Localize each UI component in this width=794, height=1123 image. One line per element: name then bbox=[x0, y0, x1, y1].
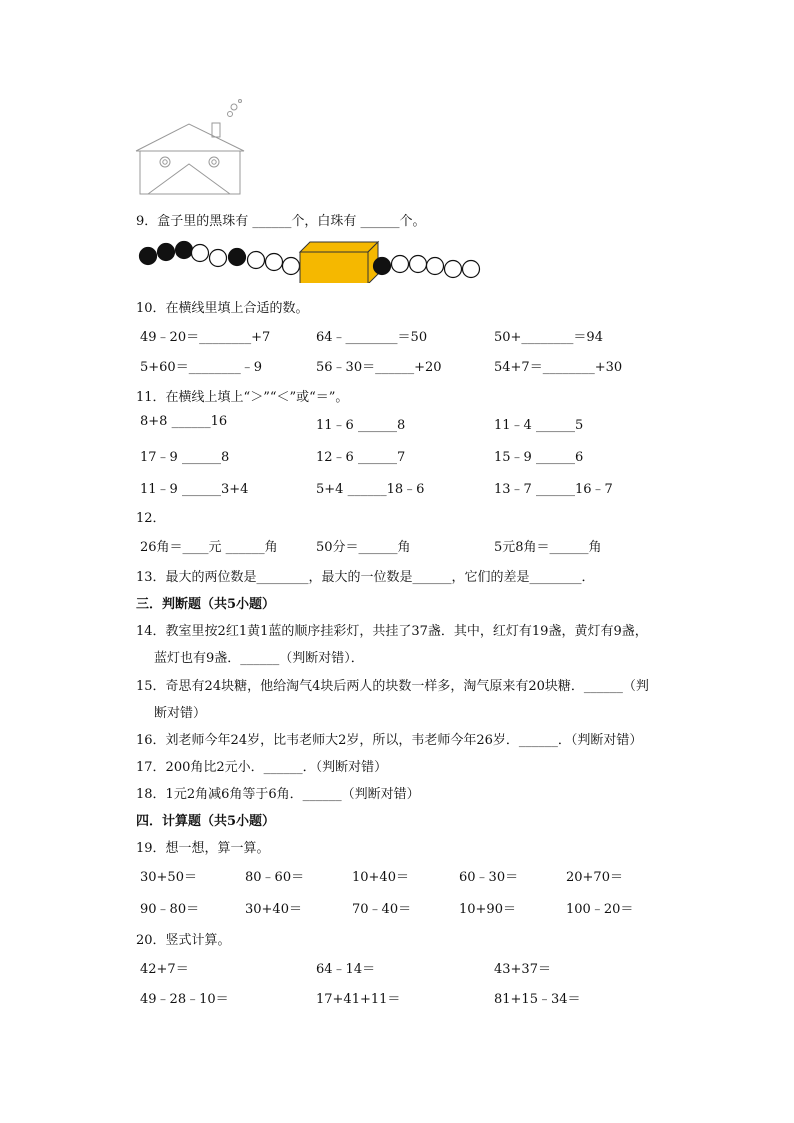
q20-item: 43+37＝ bbox=[494, 962, 551, 977]
q10-item: 5+60＝________﹣9 bbox=[140, 360, 262, 375]
q20-item: 17+41+11＝ bbox=[316, 992, 401, 1007]
black-bead bbox=[158, 244, 175, 261]
q19-item: 100﹣20＝ bbox=[566, 902, 634, 917]
white-bead bbox=[248, 252, 265, 269]
q19-item: 80﹣60＝ bbox=[245, 870, 305, 885]
q20-item: 49﹣28﹣10＝ bbox=[140, 992, 229, 1007]
q19-item: 30+40＝ bbox=[245, 902, 302, 917]
question-15-line2: 断对错） bbox=[154, 706, 207, 721]
q19-item: 20+70＝ bbox=[566, 870, 623, 885]
q19-item: 10+40＝ bbox=[352, 870, 409, 885]
q19-item: 90﹣80＝ bbox=[140, 902, 200, 917]
question-14-line1: 14．教室里按2红1黄1蓝的顺序挂彩灯，共挂了37盏．其中，红灯有19盏，黄灯有9盏， bbox=[136, 624, 648, 639]
question-10: 10．在横线里填上合适的数。 bbox=[136, 301, 309, 316]
question-17: 17．200角比2元小．______．（判断对错） bbox=[136, 760, 388, 775]
q19-item: 70﹣40＝ bbox=[352, 902, 412, 917]
q10-item: 56﹣30＝______+20 bbox=[316, 360, 442, 375]
question-19: 19．想一想，算一算。 bbox=[136, 841, 270, 856]
q11-item: 17﹣9 ______8 bbox=[140, 450, 230, 465]
q12-item: 26角＝____元 ______角 bbox=[140, 540, 278, 555]
q11-item: 11﹣4 ______5 bbox=[494, 418, 584, 433]
q20-item: 81+15﹣34＝ bbox=[494, 992, 581, 1007]
white-bead bbox=[410, 256, 427, 273]
question-13: 13．最大的两位数是________，最大的一位数是______，它们的差是________． bbox=[136, 570, 595, 585]
q10-item: 64﹣________＝50 bbox=[316, 330, 428, 345]
q19-item: 60﹣30＝ bbox=[459, 870, 519, 885]
q11-item: 13﹣7 ______16﹣7 bbox=[494, 482, 613, 497]
q10-item: 50+________＝94 bbox=[494, 330, 603, 345]
q11-item: 5+4 ______18﹣6 bbox=[316, 482, 425, 497]
white-bead bbox=[192, 245, 209, 262]
question-16: 16．刘老师今年24岁，比韦老师大2岁，所以，韦老师今年26岁．______．（判断对错） bbox=[136, 733, 643, 748]
white-bead bbox=[283, 258, 300, 275]
black-bead bbox=[176, 242, 193, 259]
beads-figure bbox=[136, 238, 486, 283]
question-12: 12． bbox=[136, 511, 166, 526]
q11-item: 8+8 ______16 bbox=[140, 414, 228, 429]
q11-item: 11﹣6 ______8 bbox=[316, 418, 406, 433]
yellow-box bbox=[300, 242, 378, 283]
white-bead bbox=[445, 261, 462, 278]
section-3-heading: 三．判断题（共5小题） bbox=[136, 597, 276, 612]
white-bead bbox=[210, 250, 227, 267]
house-figure bbox=[134, 96, 254, 196]
q10-item: 49﹣20＝________+7 bbox=[140, 330, 271, 345]
question-15-line1: 15．奇思有24块糖，他给淘气4块后两人的块数一样多，淘气原来有20块糖．______（判 bbox=[136, 679, 649, 694]
q11-item: 15﹣9 ______6 bbox=[494, 450, 584, 465]
white-bead bbox=[266, 254, 283, 271]
white-bead bbox=[427, 258, 444, 275]
q20-item: 64﹣14＝ bbox=[316, 962, 376, 977]
question-11: 11．在横线上填上“＞”“＜”或“＝”。 bbox=[136, 390, 349, 405]
question-18: 18．1元2角减6角等于6角．______（判断对错） bbox=[136, 787, 420, 802]
q12-item: 5元8角＝______角 bbox=[494, 540, 602, 555]
question-20: 20．竖式计算。 bbox=[136, 933, 231, 948]
q11-item: 12﹣6 ______7 bbox=[316, 450, 406, 465]
black-bead bbox=[229, 249, 246, 266]
q12-item: 50分＝______角 bbox=[316, 540, 411, 555]
black-bead bbox=[140, 248, 157, 265]
black-bead bbox=[374, 258, 391, 275]
section-4-heading: 四．计算题（共5小题） bbox=[136, 814, 276, 829]
q19-item: 10+90＝ bbox=[459, 902, 516, 917]
q19-item: 30+50＝ bbox=[140, 870, 197, 885]
q11-item: 11﹣9 ______3+4 bbox=[140, 482, 249, 497]
white-bead bbox=[463, 261, 480, 278]
question-14-line2: 蓝灯也有9盏．______（判断对错）． bbox=[154, 651, 364, 666]
q10-item: 54+7＝________+30 bbox=[494, 360, 623, 375]
question-9: 9．盒子里的黑珠有 ______个，白珠有 ______个。 bbox=[136, 214, 426, 229]
q20-item: 42+7＝ bbox=[140, 962, 189, 977]
white-bead bbox=[392, 256, 409, 273]
